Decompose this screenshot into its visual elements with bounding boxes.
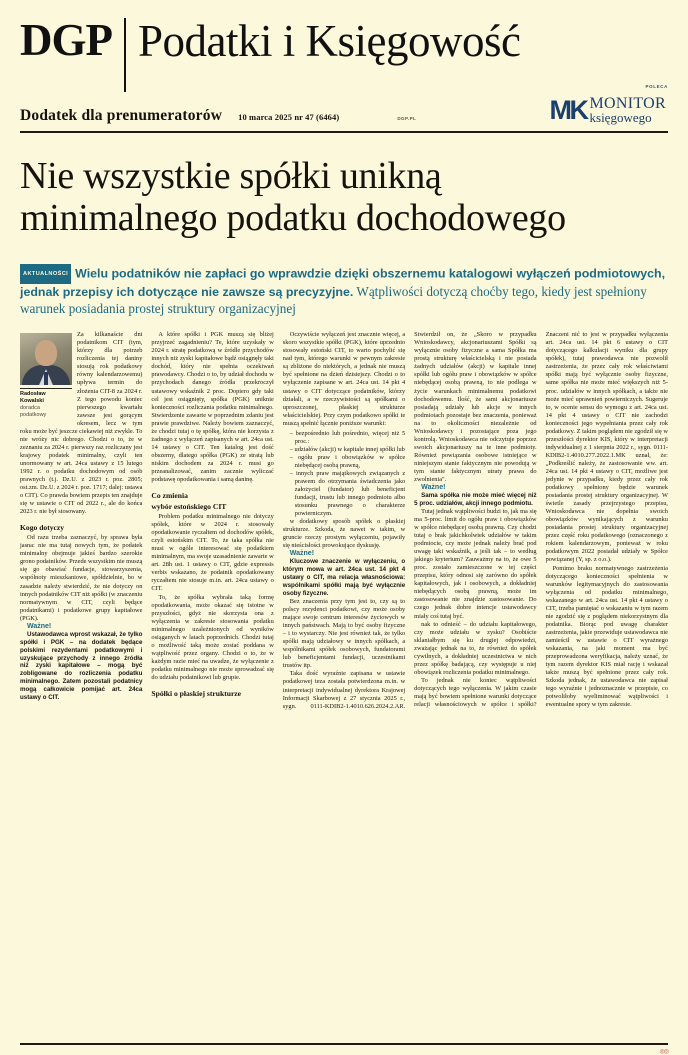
footer-rule <box>20 1043 668 1045</box>
paragraph: Bez znaczenia przy tym jest to, czy są to polscy rezydenci podatkowi, czy może osoby mające swoje centrum interesów życiowych w innych państwach. Mają to być osoby fizyczne – i to wystarczy. Nie jest również tak, że tylko spółki mają udziałowy w innych spółkach, a wspólnikami spółek osobowych, fundatorami lub beneficjentami fundacji, uczestnikami trustów itp. <box>282 598 406 670</box>
brand-logo: DGP <box>20 15 112 65</box>
author-name-line1: Radosław <box>20 391 46 398</box>
headline-line-1: Nie wszystkie spółki unikną <box>20 155 442 197</box>
article-body <box>20 331 668 1037</box>
author-block <box>20 333 72 419</box>
list-item: – innych praw majątkowych związanych z prawem do otrzymania świadczenia jako założyciel (fundator) lub beneficjent fundacji, trustu lub innego podmiotu albo stosunku prawnego o charakterze powierniczym. <box>290 470 405 518</box>
issue-line: 10 marca 2025 nr 47 (6464) <box>238 112 340 122</box>
author-role-line2: podatkowy <box>20 412 47 419</box>
sponsor-poleca-label: POLECA <box>645 84 668 89</box>
headline-line-2: minimalnego podatku dochodowego <box>20 197 566 239</box>
section-heading-estonski-2: wybór estońskiego CIT <box>151 502 227 512</box>
author-divider <box>20 388 72 389</box>
sponsor-logo <box>549 84 668 125</box>
paragraph: Taka dość wyraźnie zapisana w ustawie podatkowej teza została potwierdzona m.in. w interpretacji indywidualnej dyrektora Krajowej Informacji Skarbowej z 27 stycznia 2025 r., sygn. 0111-KDIB2-1.4010.626.2024.2.AR. Stwierdził on, że „Skoro w przypadku Wnioskodawcy, akcjonariuszami Spółki są wyłącznie osoby fizyczne a sama Spółka ma prostą strukturę właścicielską i nie posiada żadnych udziałów (akcji) w kapitale innej spółki lub ogółu praw i obowiązków w spółce niebędącej osobą prawną, to nie podlega w życie warunkach minimalnemu podatkowi dochodowemu. Ilość, że sami akcjonariusze posiadają udziały lub akcje w innych podmiotach pozostaje bez znaczenia, ponieważ na to okoliczności niezależnie od Wnioskodawcy i pozostające poza jego kontrolą. Wnioskodawca nie odczytuje poprzez swoich akcjonariuszy na te inne podmioty. Również powiązania osobowe istniejące w niniejszym stanie faktycznym nie powodują w tym stanie faktycznym utraty prawa do zwolnienia". <box>282 331 537 710</box>
page-title <box>20 155 668 239</box>
masthead-divider <box>124 18 126 92</box>
author-role-line1: doradca <box>20 405 40 412</box>
author-name-line2: Kowalski <box>20 398 44 405</box>
paragraph: To, że spółka wybrała taką formę opodatkowania, może okazać się istotne w przyszłości, gdyż nie skorzysta ona z wyłączenia w zakresie stosowania podatku minimalnego uzależnionych od wyników osiąganych w latach poprzednich. Chodzi tutaj o możliwość taką może zostać poddana w wątpliwość przez organy. Chodzi o to, że w każdym razie mieć na uwadze, że wyłączenie z podatku minimalnego nie może sprowadzać się do udziału podatnikowi lub grupie. <box>151 593 274 681</box>
lead-paragraph <box>20 264 668 317</box>
sponsor-word-ksiegowego: księgowego <box>589 110 652 125</box>
masthead <box>20 0 668 92</box>
paragraph: Oczywiście wyłączeń jest znacznie więcej, a skoro wszystkie spółki (PGK), które uprzednio stosowały estoński CIT, to warto pochylić się nad tym, którego warunki w pewnym zakresie są zbliżone do niektórych, a jednak nie muszą być spełnione na dzień dzisiejszy. Chodzi o to wyłączenie zapisane w art. 24ca ust. 14 pkt 4 ustawy o CIT dotyczące podatników, którzy działali, a w rzeczywistości są spółkami o uproszczonej, płaskiej strukturze właścicielskiej. Przy czym podatkowo spółki te muszą spełnić łącznie poniższe warunki: <box>282 331 406 427</box>
paragraph: Problem podatku minimalnego nie dotyczy spółek, które w 2024 r. stosowały opodatkowanie ryczałtem od dochodów spółek, czyli estońskim CIT. To, że taka spółka nie musi w ogóle interesować się podatkiem minimalnym, ma swoje uzasadnienie zawarte w art. 28h ust. 1 ustawy o CIT, gdzie expressis verbis wskazano, że podatnik opodatkowany ryczałtem nie stosuje m.in. art. 24ca ustawy o CIT. <box>151 513 274 593</box>
paragraph: w dodatkowy sposób spółek o płaskiej strukturze. Szkoda, że nawet w takim, w gruncie rzeczy prostym wyłączeniu, pojawiły się nieścisłości prowokujące dyskusję. <box>282 518 406 550</box>
list-item: – bezpośrednio lub pośrednio, więcej niż 5 proc.: <box>290 430 405 446</box>
masthead-subbar-left <box>20 107 550 125</box>
callout-title-wazne-3: Ważne! <box>421 484 446 492</box>
avatar <box>20 333 72 385</box>
sponsor-word-monitor: MONITOR <box>589 95 666 112</box>
callout-title-wazne-2: Ważne! <box>289 550 315 558</box>
status-badge: AKTUALNOŚCI <box>20 264 71 284</box>
section-heading-plaskie: Spółki o płaskiej strukturze <box>151 689 242 699</box>
list-item: – udziałów (akcji) w kapitale innej spółki lub <box>290 446 405 454</box>
callout-title-wazne-1: Ważne! <box>27 622 52 630</box>
paragraph: nak to odnieść – do udziału kapitałowego, czy może udziału w zysku? Osobiście sklaniałbym się ku drugiej odpowiedzi, zważając jednak na to, że również do spółek cywilnych, a dokładniej uczestnictwa w nich przez spółkę badającą, czy występuje u niej obowiązek rozliczenia podatku minimalnego. <box>414 620 537 676</box>
supplement-label: Dodatek dla prenumeratorów <box>20 107 223 124</box>
footer-mark-icon: ◎◎ <box>659 1049 668 1055</box>
section-heading-kogo-dotyczy: Kogo dotyczy <box>20 523 65 533</box>
paragraph: Od razu trzeba zaznaczyć, by sprawa była jasna: nie ma tutaj nowych tym, że podatek minimalny obejmuje jakieś bardzo szerokie grono podatników. Przede wszystkim nie muszą się go obawiać fundacje, stowarzyszenia, wspólnoty mieszkaniowe, spółdzielnie, bo w zasadzie należy stwierdzić, że nie dotyczy on innych podatników CIT niż spółki (w znaczeniu normatywnym w CIT, czyli będące podatnikami) i podatkowe grupy kapitałowe (PGK). <box>20 534 143 622</box>
paragraph: A które spółki i PGK muszą się bliżej przyjrzeć zagadnieniu? Te, które uzyskały w 2024 r. stratę podatkową w źródle przychodów innych niż zyski kapitałowe bądź osiągnęły taki dochód, który nie spełnia oczekiwań prawodawcy. Chodzi o to, by udział dochodu w przychodach danego źródła przekroczył ustawowy wskaźnik 2 proc. Dopiero gdy taki cel jest osiągnięty, spółka (PGK) uniknie konieczności rozliczania podatku minimalnego. Stwierdzenie zawarte w poprzednim zdaniu jest prawie prawdziwe. Należy bowiem zaznaczyć, że chodzi tutaj o tę spółkę, która nie korzysta z żadnego z wyłączeń zapisanych w art. 24ca ust. 14 ustawy o CIT. Ten katalog jest dość obszerny, dlatego spółka (PGK) ze stratą lub niskim dochodem za 2024 r. musi go przeanalizować, zanim zacznie wyliczać podstawę opodatkowania i samą daninę. <box>151 331 274 484</box>
paragraph: Tutaj jednak wątpliwości budzi to, jak ma się ma 5-proc. limit do ogółu praw i obowiązków w spółce niebędącej osobą prawną. Czy chodzi tutaj o brak jakichkolwiek udziałów w takim podmiocie, czy może jednak należy brać pod uwagę taki wskaźnik, a jeśli tak – to według jakiego kryterium? Zauważmy na to, że owe 5 proc. zostało zamieszczone w tej części przepisu, który odnosi się zarówno do spółek kapitałowych, jak i osobowych, a dokładniej niebędących osobą prawną, może im zastosowanie nie znajdzie zastosowanie. Do czego jednak dobre intencje ustawodawcy miały coś tutaj być. <box>414 507 537 620</box>
callout-body-wazne-3: Sama spółka nie może mieć więcej niż 5 proc. udziałów, akcji innego podmiotu. <box>414 492 537 508</box>
section-heading-estonski-1: Co zmienia <box>151 491 188 501</box>
conditions-list <box>283 430 405 519</box>
paragraph: Za kilkanaście dni podatnikom CIT (tym, którzy dla potrzeb rozliczenia tej daniny stosują rok podatkowy równy kalendarzowemu) upływa termin do złożenia CIT-8 za 2024 r. Z tego powodu koniec pierwszego kwartału zawsze jest gorącym okresem, lecz w tym roku może być jeszcze ciekawiej niż zwykle. To nie wróży nic dobrego. Chodzi o to, że w zeznaniu za 2024 r. pierwszy raz rozliczany jest krajowy podatek minimalny, czyli ten unormowany w art. 24ca ustawy z 15 lutego 1992 r. o podatku dochodowym od osób prawnych (t.j. Dz.U. z 2023 r. poz. 2805; ost.zm. Dz.U. z 2024 r. poz. 1717; dalej: ustawa o CIT). Co prawda bowiem przepis ten znajduje się w ustawie o CIT od 2022 r., ale do końca 2023 r. nie był stosowany. <box>20 331 143 516</box>
list-item: – ogółu praw i obowiązków w spółce niebędącej osobą prawną, <box>290 454 405 470</box>
callout-body-wazne-1: Ustawodawca wprost wskazał, że tylko spółki i PGK – na dodatek będące polskimi rezydentami podatkowymi i uzyskujące przychody z innego źródła niż zyski kapitałowe – mogą być zobligowane do rozliczenia podatku minimalnego. Zatem pozostali podatnicy mogą całkowicie pomijać art. 24ca ustawy o CIT. <box>20 630 143 702</box>
site-url: DGP.PL <box>397 116 417 121</box>
callout-body-wazne-2: Kluczowe znaczenie w wyłączeniu, o którym mowa w art. 24ca ust. 14 pkt 4 ustawy o CIT, ma relacja własnościowa: wspólnikami spółki mają być wyłącznie osoby fizyczne. <box>282 558 406 598</box>
lead-bold-text: Wielu podatników nie zapłaci go wprawdzie dzięki obszernemu katalogowi wyłączeń podmiotowych, jednak przepisy ich dotyczące nie zawsze są precyzyjne. <box>20 266 666 300</box>
masthead-subbar <box>20 84 668 125</box>
sponsor-wordmark <box>590 96 666 124</box>
masthead-rule <box>20 131 668 133</box>
lead-rest-text: Wątpliwości dotyczą choćby tego, kiedy jest spełniony warunek posiadania prostej struktury organizacyjnej <box>20 284 647 316</box>
paragraph: Pomimo braku normatywnego zastrzeżenia dotyczącego konieczności spełnienia w warunków legitymacyjnych do zastosowania wyłączenia od podatku minimalnego, wskazanego w art. 24ca ust. 14 pkt 4 ustawy o CIT, trzeba pamiętać o wskazaniu w tym razem nie zgodzić się z poglądem niekorzystnym dla podatnika. Biorąc pod uwagę charakter zastrzeżenia, jakie przewiduje ustawodawca nie zamieścił w ustawie o CIT wyrażnego wskazania, na jaki moment ma być przeprowadzona weryfikacja, należy uznać, że tym razem dyrektor KIS miał rację i wskazał także muszą być spełnione przez cały rok. Szkoda jednak, że ustawodawca nie zapisał tego wyraźnie i jednoznacznie w przepisie, co potwoliłoby wyeliminować wątpliwości i ewentualne spory w tym zakresie. <box>545 564 668 709</box>
sponsor-mark-icon: MK <box>549 95 587 125</box>
paragraph: To jednak nie koniec wątpliwości dotyczących tego wyłączenia. W jakim czasie mają być bowiem spełnione warunki dotyczące relacji własnościowych w spółce i spółki? Znaczeni nić to jest w przypadku wyłączenia art. 24ca ust. 14 pkt 6 ustawy o CIT dotyczącego kalkulacji wyniku dla grupy spółek), tutaj prawodawca nie pozwolił zastrzeżenia, że przez cały rok właściwiami spółki mają być wyłącznie osoby fizyczne, same spółka nie może mieć większych niż 5-proc. udziałów w innych spółkach, a także nie może mieć uprawnień powierniczych. Sugeruje to, w ocenie sensu do wymogu z art. 24ca ust. 14 pkt 4 ustawy o CIT nie zachodzi konieczności jego wypełniania przez cały rok podatkowy. Z takim poglądem nie zgodził się w przeszłości dyrektor KIS, który w interpretacji indywidualnej z 1 sierpnia 2022 r., sygn. 0111-KDIB2-1.4010.277.2022.1.MK uznał, że: „Podkreślić należy, że zastosowanie ww. art. 24ca ust. 14 pkt 4 ustawy o CIT, możliwe jest jedynie w przypadku, kiedy przez cały rok podatkowy spełniony będzie warunek posiadania prostej struktury organizacyjnej. W świetle zasady przejrzystego przepisu, Wnioskodawca nie dopełnia swoich obowiązków wynikających z warunku posiadania prostej struktury organizacyjnej przez część roku podatkowego (oznaczonego z rokiem kalendarzowym, ponieważ w roku podatkowym 2022 posiadał udziały w Spółce powiązanej (Y, sp. z o.o.). <box>414 331 668 709</box>
section-title: Podatki i Księgowość <box>138 16 521 66</box>
